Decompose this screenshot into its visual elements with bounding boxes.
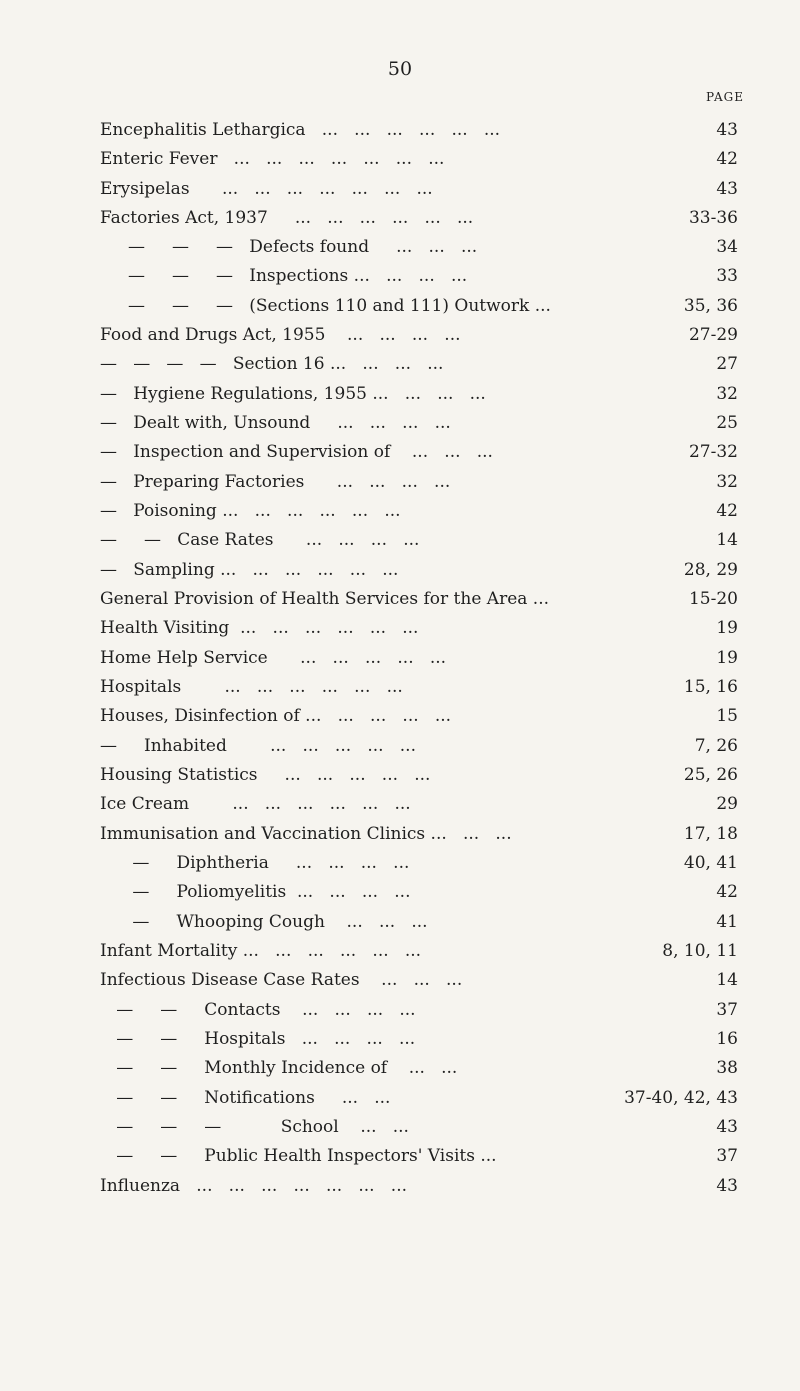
entry-pages: 17, 18: [683, 824, 738, 844]
entry-label: Infectious Disease Case Rates ... ... ...: [100, 970, 463, 990]
page-column-heading: PAGE: [706, 90, 744, 104]
entry-label: Factories Act, 1937 ... ... ... ... ... ...: [100, 208, 474, 228]
index-subentry: [0, 557, 800, 583]
entry-label: — — — — Section 16 ... ... ... ...: [100, 354, 444, 374]
index-subentry: [0, 1143, 800, 1169]
entry-pages: 25, 26: [683, 765, 738, 785]
index-entry: [0, 645, 800, 671]
entry-label: Encephalitis Lethargica ... ... ... ... ... ...: [100, 120, 501, 140]
entry-label: Erysipelas ... ... ... ... ... ... ...: [100, 179, 433, 199]
entry-label: Hospitals ... ... ... ... ... ...: [100, 677, 403, 697]
index-subentry: [0, 733, 800, 759]
index-subentry: [0, 1026, 800, 1052]
index-subentry: [0, 439, 800, 465]
index-subentry: [0, 1055, 800, 1081]
entry-pages: 7, 26: [694, 736, 738, 756]
index-entry: [0, 762, 800, 788]
entry-label: Infant Mortality ... ... ... ... ... ...: [100, 941, 422, 961]
entry-pages: 27: [716, 354, 738, 374]
index-entry: [0, 1173, 800, 1199]
entry-label: — — Monthly Incidence of ... ...: [100, 1058, 458, 1078]
entry-pages: 25: [716, 413, 738, 433]
index-entry: [0, 674, 800, 700]
index-subentry: [0, 234, 800, 260]
index-entry: [0, 205, 800, 231]
entry-label: — Inhabited ... ... ... ... ...: [100, 736, 416, 756]
entry-label: Ice Cream ... ... ... ... ... ...: [100, 794, 411, 814]
entry-label: — Whooping Cough ... ... ...: [100, 912, 428, 932]
entry-label: — Inspection and Supervision of ... ... ...: [100, 442, 493, 462]
index-subentry: [0, 498, 800, 524]
index-subentry: [0, 381, 800, 407]
index-subentry: [0, 410, 800, 436]
index-entry: [0, 176, 800, 202]
entry-pages: 28, 29: [683, 560, 738, 580]
page-number: 50: [387, 58, 413, 80]
entry-label: Housing Statistics ... ... ... ... ...: [100, 765, 431, 785]
index-subentry: [0, 263, 800, 289]
entry-label: — Diphtheria ... ... ... ...: [100, 853, 410, 873]
index-subentry: [0, 997, 800, 1023]
entry-pages: 40, 41: [683, 853, 738, 873]
index-subentry: [0, 469, 800, 495]
index-entry: [0, 967, 800, 993]
entry-pages: 33: [716, 266, 738, 286]
index-subentry: [0, 527, 800, 553]
entry-label: — — — (Sections 110 and 111) Outwork ...: [128, 296, 551, 316]
index-subentry: [0, 293, 800, 319]
entry-pages: 37-40, 42, 43: [624, 1088, 738, 1108]
entry-label: — Dealt with, Unsound ... ... ... ...: [100, 413, 451, 433]
entry-pages: 38: [716, 1058, 738, 1078]
index-subentry: [0, 351, 800, 377]
entry-label: — — Hospitals ... ... ... ...: [100, 1029, 416, 1049]
entry-pages: 34: [716, 237, 738, 257]
entry-label: — — — School ... ...: [100, 1117, 409, 1137]
index-entry: [0, 586, 800, 612]
entry-pages: 15, 16: [683, 677, 738, 697]
entry-pages: 42: [716, 501, 738, 521]
entry-label: — — Public Health Inspectors' Visits ...: [100, 1146, 497, 1166]
entry-pages: 29: [716, 794, 738, 814]
entry-pages: 41: [716, 912, 738, 932]
entry-pages: 19: [716, 648, 738, 668]
entry-label: — Sampling ... ... ... ... ... ...: [100, 560, 399, 580]
entry-pages: 43: [716, 179, 738, 199]
entry-pages: 42: [716, 882, 738, 902]
index-entry: [0, 703, 800, 729]
entry-pages: 27-29: [688, 325, 738, 345]
entry-pages: 15-20: [688, 589, 738, 609]
index-entry: [0, 322, 800, 348]
entry-label: General Provision of Health Services for the Area ...: [100, 589, 550, 609]
entry-label: Food and Drugs Act, 1955 ... ... ... ...: [100, 325, 461, 345]
entry-pages: 43: [716, 1176, 738, 1196]
entry-label: — — Contacts ... ... ... ...: [100, 1000, 416, 1020]
index-subentry: [0, 879, 800, 905]
entry-pages: 42: [716, 149, 738, 169]
index-entry: [0, 117, 800, 143]
entry-label: Influenza ... ... ... ... ... ... ...: [100, 1176, 408, 1196]
index-entry: [0, 821, 800, 847]
index-subentry: [0, 1114, 800, 1140]
entry-label: Health Visiting ... ... ... ... ... ...: [100, 618, 419, 638]
index-entry: [0, 938, 800, 964]
entry-label: — — Notifications ... ...: [100, 1088, 391, 1108]
entry-pages: 37: [716, 1000, 738, 1020]
entry-label: — — Case Rates ... ... ... ...: [100, 530, 420, 550]
index-subentry: [0, 909, 800, 935]
entry-pages: 8, 10, 11: [662, 941, 738, 961]
entry-pages: 14: [716, 530, 738, 550]
entry-pages: 32: [716, 472, 738, 492]
entry-label: Immunisation and Vaccination Clinics ... ... ...: [100, 824, 512, 844]
index-entry: [0, 791, 800, 817]
index-subentry: [0, 1085, 800, 1111]
entry-label: — — — Inspections ... ... ... ...: [128, 266, 468, 286]
entry-label: Houses, Disinfection of ... ... ... ... ...: [100, 706, 452, 726]
entry-pages: 32: [716, 384, 738, 404]
entry-pages: 37: [716, 1146, 738, 1166]
entry-pages: 33-36: [688, 208, 738, 228]
entry-label: — Preparing Factories ... ... ... ...: [100, 472, 451, 492]
entry-pages: 43: [716, 120, 738, 140]
entry-pages: 35, 36: [683, 296, 738, 316]
index-subentry: [0, 850, 800, 876]
entry-pages: 19: [716, 618, 738, 638]
entry-pages: 16: [716, 1029, 738, 1049]
entry-label: — — — Defects found ... ... ...: [128, 237, 478, 257]
index-entry: [0, 146, 800, 172]
entry-label: Enteric Fever ... ... ... ... ... ... ...: [100, 149, 445, 169]
entry-pages: 27-32: [688, 442, 738, 462]
entry-pages: 14: [716, 970, 738, 990]
entry-label: — Poliomyelitis ... ... ... ...: [100, 882, 411, 902]
entry-pages: 15: [716, 706, 738, 726]
entry-label: Home Help Service ... ... ... ... ...: [100, 648, 447, 668]
entry-label: — Poisoning ... ... ... ... ... ...: [100, 501, 401, 521]
entry-pages: 43: [716, 1117, 738, 1137]
entry-label: — Hygiene Regulations, 1955 ... ... ... ...: [100, 384, 486, 404]
index-entry: [0, 615, 800, 641]
